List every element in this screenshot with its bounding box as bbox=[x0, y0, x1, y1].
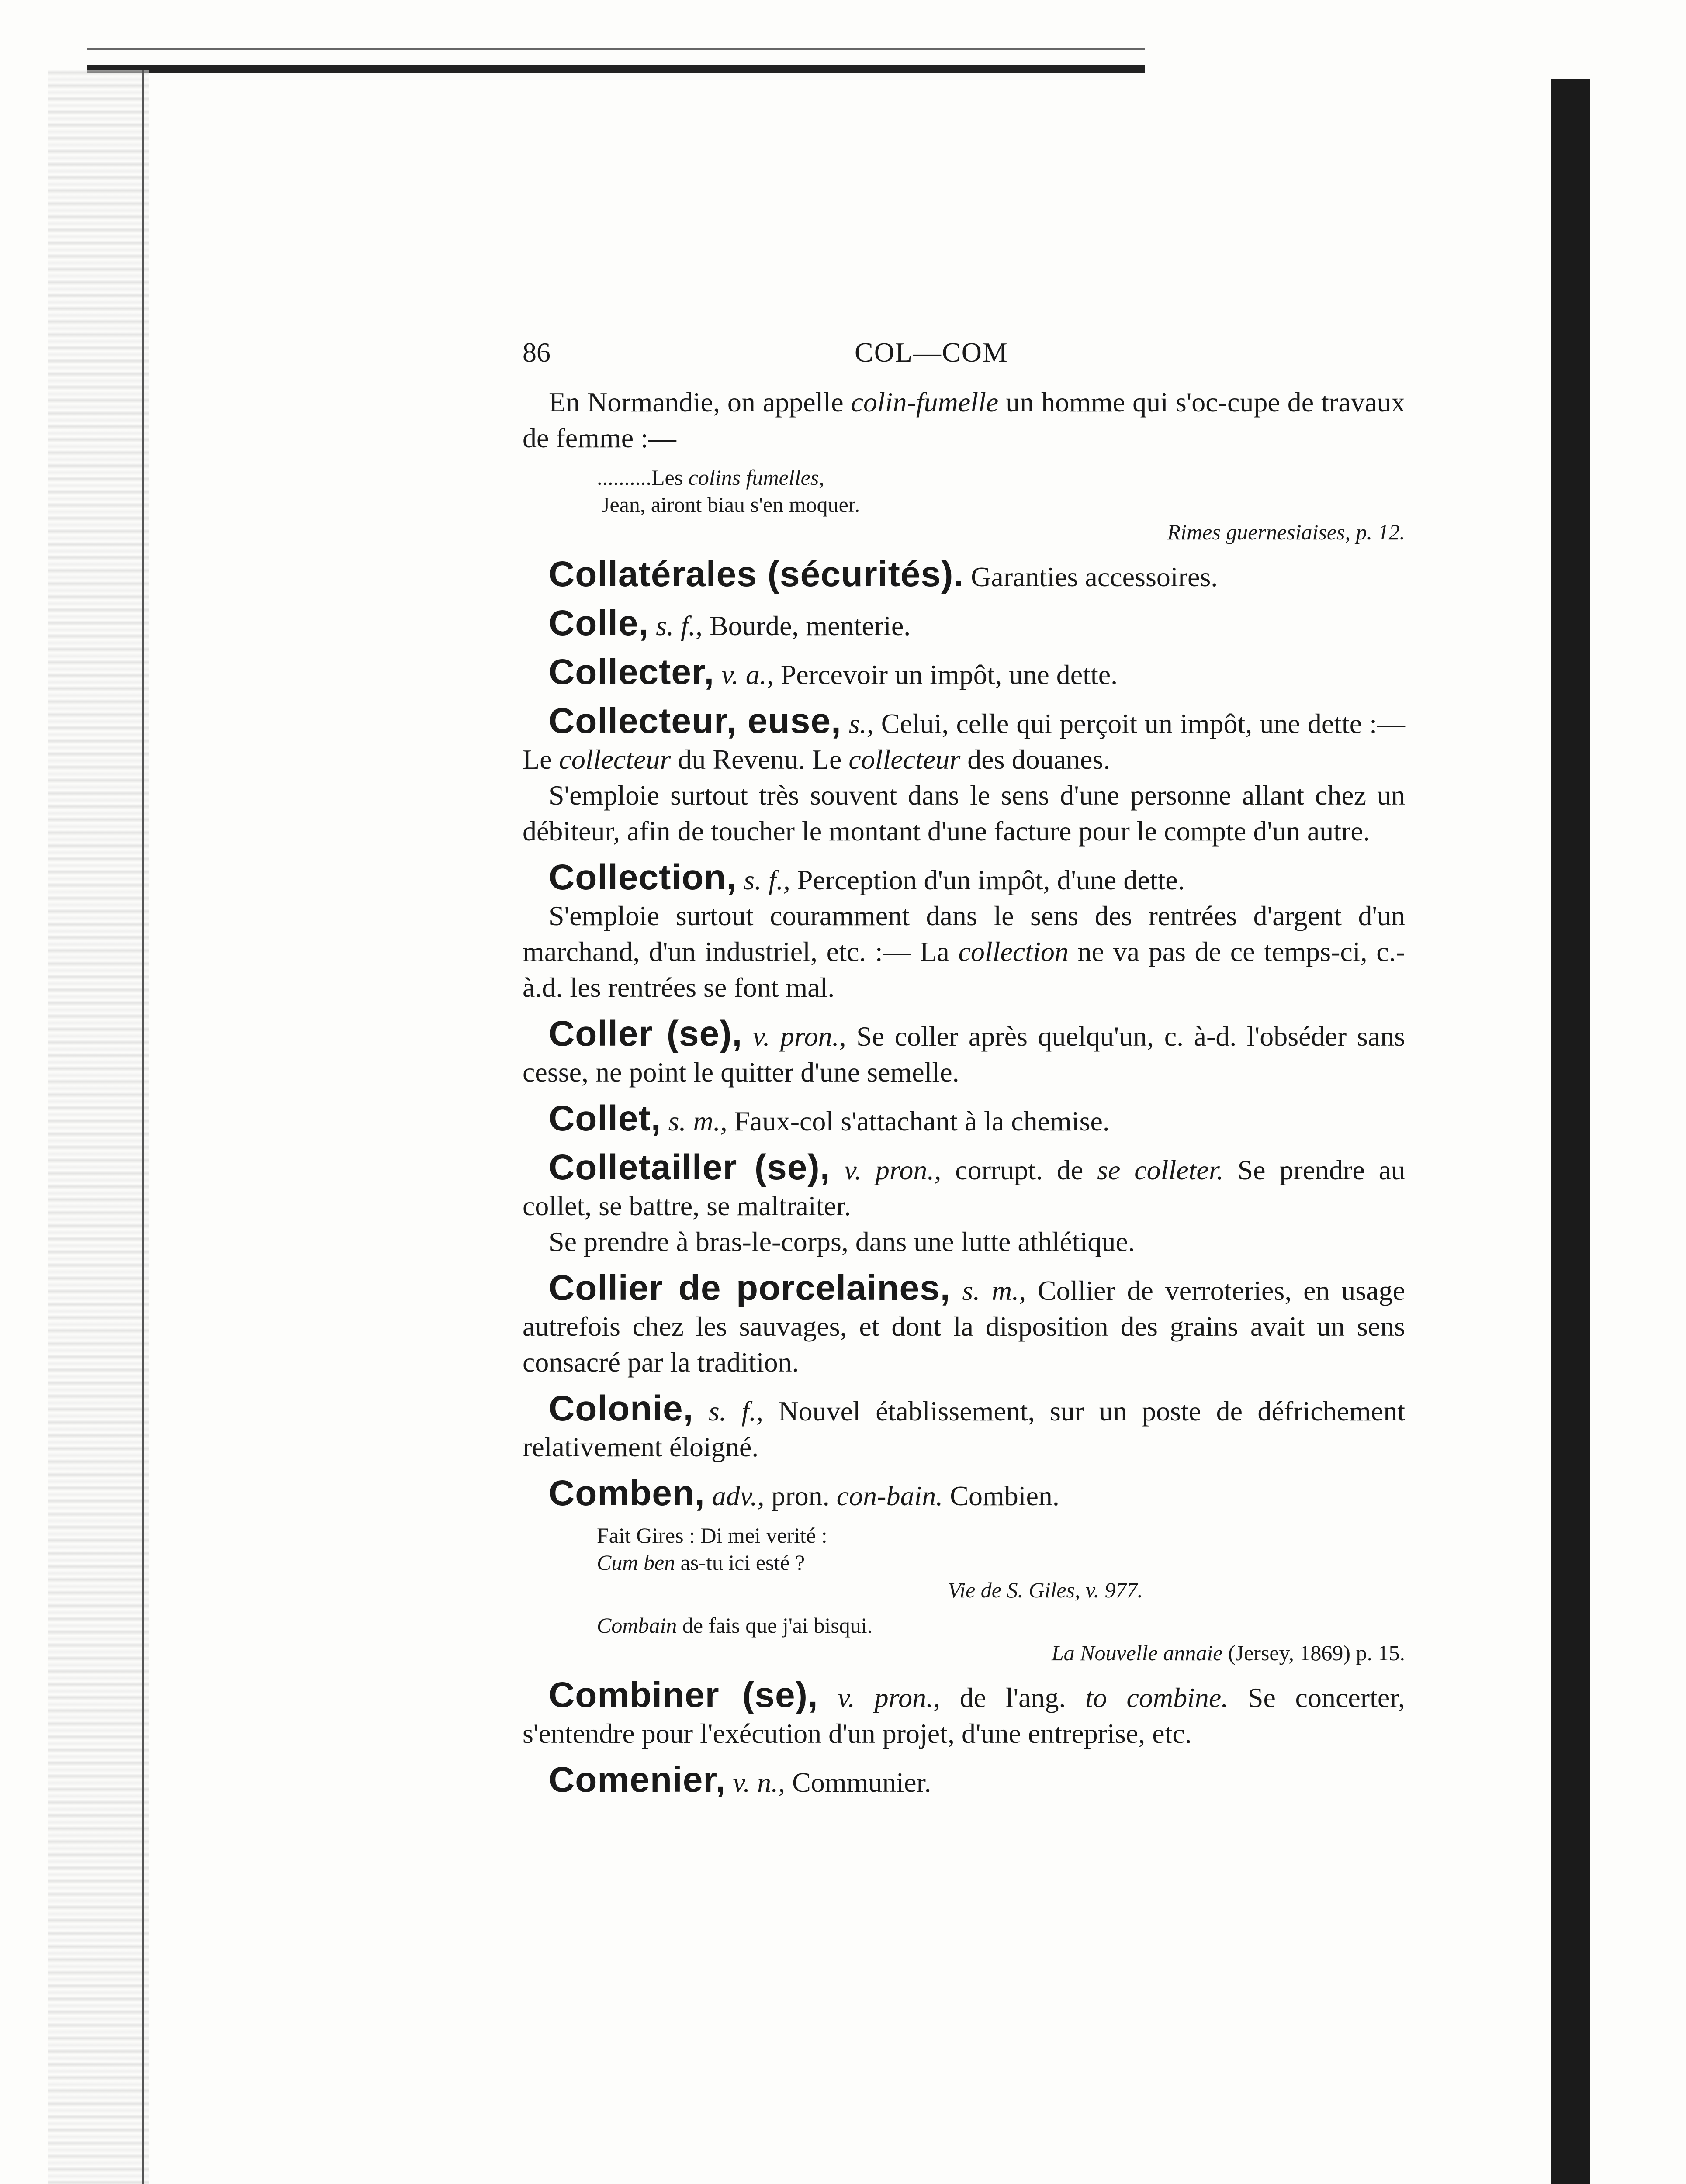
intro-quote: ..........Les colins fumelles, Jean, airont biau s'en moquer. Rimes guernesiaises, p. 12. bbox=[523, 464, 1405, 546]
scan-top-thin-rule bbox=[87, 48, 1145, 50]
definition: Collier de verroteries, en usage autrefois chez les sauvages, et dont la disposition des grains avait un sens consacré par la tradition. bbox=[523, 1275, 1406, 1378]
grammar-label: adv., bbox=[705, 1480, 765, 1511]
quote-source: Rimes guernesiaises, p. 12. bbox=[1167, 520, 1405, 544]
entry-colle bbox=[523, 605, 1405, 644]
headword: Combiner (se), bbox=[549, 1675, 818, 1715]
grammar-label: s. f., bbox=[649, 610, 703, 641]
headword: Collecter, bbox=[549, 652, 715, 692]
entry-comben: Comben, adv., pron. con-bain. Combien. Fait Gires : Di mei verité : Cum ben as-tu ici esté ? Vie de S. Giles, v. 977. Combain de fais que j'ai bisqui. La Nouvelle annaie (Jersey, 1869) p. 15. bbox=[523, 1476, 1405, 1667]
quote-source: La Nouvelle annaie (Jersey, 1869) p. 15. bbox=[1051, 1641, 1405, 1665]
entry-colletailler: Colletailler (se), v. pron., corrupt. de se colleter. Se prendre au collet, se battre, se maltraiter. Se prendre à bras-le-corps, dans une lutte athlétique. bbox=[523, 1150, 1405, 1260]
page-number: 86 bbox=[523, 337, 550, 368]
headword: Comenier, bbox=[549, 1760, 726, 1800]
definition: Perception d'un impôt, d'une dette. bbox=[790, 864, 1185, 895]
grammar-label: v. pron., bbox=[742, 1021, 846, 1052]
entry-colonie bbox=[523, 1391, 1405, 1465]
quote-source: Vie de S. Giles, v. 977. bbox=[948, 1578, 1143, 1602]
definition: Bourde, menterie. bbox=[702, 610, 911, 641]
headword: Collection, bbox=[549, 857, 737, 897]
headword: Colonie, bbox=[549, 1389, 694, 1428]
definition: Communier. bbox=[785, 1767, 931, 1798]
definition: Percevoir un impôt, une dette. bbox=[773, 659, 1118, 690]
definition: Nouvel établissement, sur un poste de défrichement relativement éloigné. bbox=[523, 1396, 1406, 1462]
grammar-label: s. f., bbox=[693, 1396, 763, 1427]
grammar-label: s. f., bbox=[737, 864, 790, 895]
grammar-label: s., bbox=[841, 708, 874, 739]
entry-collier-de-porcelaines bbox=[523, 1270, 1405, 1380]
entry-collaterales bbox=[523, 556, 1405, 595]
entry-collecter bbox=[523, 654, 1405, 693]
entry-comenier bbox=[523, 1762, 1405, 1800]
headword: Collier de porcelaines, bbox=[549, 1268, 951, 1308]
headword: Collatérales (sécurités). bbox=[549, 554, 964, 594]
running-head bbox=[523, 336, 1405, 384]
grammar-label: s. m., bbox=[661, 1106, 727, 1137]
page-range-title: COL—COM bbox=[855, 337, 1008, 368]
intro-paragraph: En Normandie, on appelle colin-fumelle un homme qui s'oc-cupe de travaux de femme :— bbox=[523, 387, 1405, 453]
entry-collection bbox=[523, 857, 1406, 1006]
headword: Collecteur, euse, bbox=[549, 701, 841, 741]
scan-left-edge-noise bbox=[48, 70, 149, 2184]
definition: Se coller après quelqu'un, c. à-d. l'obséder sans cesse, ne point le quitter d'une semelle. bbox=[523, 1021, 1405, 1088]
headword: Collet, bbox=[549, 1099, 661, 1138]
scan-top-rule bbox=[87, 65, 1145, 73]
scan-left-margin-line bbox=[142, 70, 144, 2184]
grammar-label: v. a., bbox=[714, 659, 774, 690]
headword: Colle, bbox=[549, 603, 649, 643]
dictionary-page bbox=[523, 336, 1405, 1800]
usage-note: S'emploie surtout très souvent dans le sens d'une personne allant chez un débiteur, afin de toucher le montant d'une facture pour le compte d'un autre. bbox=[523, 780, 1405, 847]
entry-combiner: Combiner (se), v. pron., de l'ang. to combine. Se concerter, s'entendre pour l'exécution d'un projet, d'une entreprise, etc. bbox=[523, 1675, 1406, 1749]
scan-right-binding-bar bbox=[1551, 79, 1590, 2184]
definition: Garanties accessoires. bbox=[964, 561, 1218, 592]
grammar-label: v. pron., bbox=[818, 1682, 941, 1713]
grammar-label: v. n., bbox=[726, 1767, 786, 1798]
usage-note: Se prendre à bras-le-corps, dans une lutte athlétique. bbox=[549, 1226, 1135, 1257]
definition: Faux-col s'attachant à la chemise. bbox=[727, 1106, 1110, 1137]
entry-collecteur: Collecteur, euse, s., Celui, celle qui perçoit un impôt, une dette :— Le collecteur du Revenu. Le collecteur des douanes. S'emploie surtout très souvent dans le sens d'une personne allant chez un débiteur, afin de toucher le montant d'une facture pour le compte d'un autre. bbox=[523, 703, 1405, 849]
usage-note: S'emploie surtout couramment dans le sens des rentrées d'argent d'un marchand, d'un industriel, etc. :— La collection ne va pas de ce temps-ci, c.-à.d. les rentrées se font mal. bbox=[523, 900, 1406, 1003]
grammar-label: v. pron., bbox=[830, 1154, 942, 1185]
grammar-label: s. m., bbox=[950, 1275, 1026, 1306]
headword: Coller (se), bbox=[549, 1014, 743, 1054]
entry-collet bbox=[523, 1101, 1405, 1139]
headword: Colletailler (se), bbox=[549, 1147, 831, 1187]
citation-block: Fait Gires : Di mei verité : Cum ben as-tu ici esté ? Vie de S. Giles, v. 977. Combain de fais que j'ai bisqui. La Nouvelle annaie (Jersey, 1869) p. 15. bbox=[523, 1522, 1405, 1667]
headword: Comben, bbox=[549, 1473, 705, 1513]
entry-coller bbox=[523, 1016, 1405, 1090]
